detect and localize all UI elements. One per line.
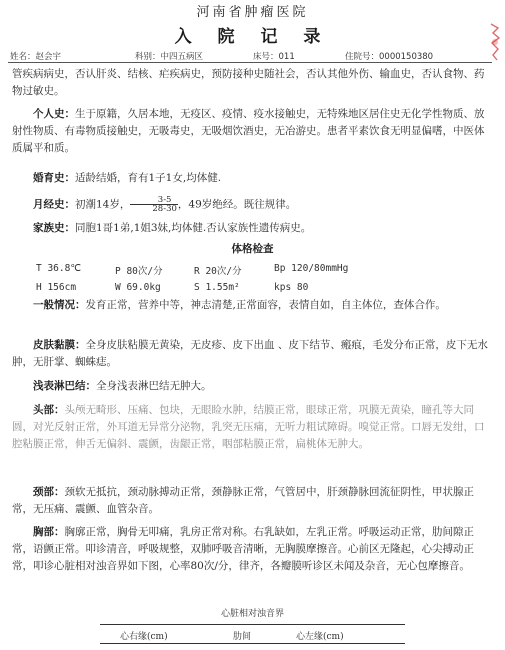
general-condition-label: 一般情况： xyxy=(33,299,86,311)
table-top-rule xyxy=(100,624,405,625)
personal-history-text: 生于原籍，久居本地，无疫区、疫情、疫水接触史，无特殊地区居住史无化学性物质、放射性物质、有毒物质接触史，无吸毒史，无吸烟饮酒史，无冶游史。患者平素饮食无明显偏嗜，中医体质属平和质。 xyxy=(12,108,485,154)
dullness-table-caption: 心脏相对浊音界 xyxy=(220,609,284,619)
chest-exam-label: 胸部： xyxy=(33,526,65,538)
neck-exam xyxy=(12,484,494,518)
exam-title: 体格检查 xyxy=(231,243,274,255)
family-history xyxy=(12,220,494,237)
marital-history xyxy=(12,170,494,187)
lymph-nodes-label: 浅表淋巴结： xyxy=(33,380,96,392)
head-exam xyxy=(12,402,494,453)
skin-mucosa xyxy=(12,337,494,371)
menstrual-history-label: 月经史： xyxy=(33,198,75,211)
table-header-rule xyxy=(100,643,405,644)
menstrual-history xyxy=(12,196,494,214)
marital-history-label: 婚育史： xyxy=(33,172,75,184)
table-header-intercostal: 肋间 xyxy=(233,632,252,642)
hospital-name: 河南省肿瘤医院 xyxy=(196,5,309,20)
general-condition-text: 发育正常，营养中等，神志清楚,正常面容，表情自如，自主体位，查体合作。 xyxy=(85,299,446,311)
personal-history-label: 个人史： xyxy=(33,108,75,120)
neck-exam-label: 颈部： xyxy=(33,486,65,498)
skin-mucosa-text: 全身皮肤粘膜无黄染，无皮疹、皮下出血 、皮下结节、瘢痕，毛发分布正常，皮下无水肿，无肝掌、蜘蛛痣。 xyxy=(12,339,488,368)
vital-height: H 156cm xyxy=(36,282,77,293)
skin-mucosa-label: 皮肤黏膜： xyxy=(33,339,86,351)
family-history-text: 同胞1哥1弟,1姐3妹,均体健.否认家族性遗传病史。 xyxy=(75,222,312,234)
chest-exam-text: 胸廓正常，胸骨无叩痛，乳房正常对称。右乳缺如，左乳正常。呼吸运动正常，肋间隙正常，语颤正常。叩诊清音，呼吸规整，双肺呼吸音清晰，无胸膜摩擦音。心前区无隆起，心尖搏动正常，叩诊心脏相对浊音界如下图，心率80次/分，律齐，各瓣膜听诊区未闻及杂音，无心包摩擦音。 xyxy=(12,526,474,572)
record-title: 入 院 记 录 xyxy=(174,27,331,47)
department: 科别：中四五病区 xyxy=(135,52,204,62)
family-history-label: 家族史： xyxy=(33,222,75,234)
neck-exam-text: 颈软无抵抗，颈动脉搏动正常，颈静脉正常，气管居中，肝颈静脉回流征阴性，甲状腺正常，无压痛、震颤、血管杂音。 xyxy=(12,486,474,515)
vital-respiration: R 20次/分 xyxy=(194,266,242,277)
marital-history-text: 适龄结婚，育有1子1女,均体健. xyxy=(75,172,222,184)
menstrual-history-after: ，49岁绝经。既往规律。 xyxy=(177,198,297,211)
vital-surface-area: S 1.55m² xyxy=(194,282,240,293)
menstrual-history-before: 初潮14岁， xyxy=(75,198,131,211)
menstrual-cycle: 28-30 xyxy=(152,204,177,214)
lymph-nodes xyxy=(12,378,494,395)
lymph-nodes-text: 全身浅表淋巴结无肿大。 xyxy=(96,380,212,392)
seal-stamp-icon xyxy=(488,22,502,62)
menstrual-fraction xyxy=(130,196,178,213)
vital-weight: W 69.0kg xyxy=(115,282,161,293)
admission-number: 住院号：0000150380 xyxy=(345,52,434,62)
table-header-left-border: 心左缘(cm) xyxy=(296,632,344,642)
patient-name: 姓名：赵会宇 xyxy=(10,52,62,62)
head-exam-label: 头部： xyxy=(33,404,65,416)
past-history-tail: 管疾病病史，否认肝炎、结核、疟疾病史，预防接种史随社会，否认其他外伤、输血史，否认食物、药物过敏史。 xyxy=(12,68,485,97)
vital-pulse: P 80次/分 xyxy=(115,266,163,277)
header-divider xyxy=(8,62,492,63)
vital-kps: kps 80 xyxy=(274,282,309,293)
table-header-right-border: 心右缘(cm) xyxy=(120,632,168,642)
vital-blood-pressure: Bp 120/80mmHg xyxy=(274,263,349,274)
personal-history xyxy=(12,106,494,157)
general-condition xyxy=(12,297,494,314)
bed-number: 床号：011 xyxy=(253,52,295,62)
head-exam-text: 头颅无畸形、压痛、包块，无眼睑水肿，结膜正常，眼球正常，巩膜无黄染，瞳孔等大同圆，对光反射正常，外耳道无异常分泌物，乳突无压痛，无听力粗试障碍。嗅觉正常。口唇无发绀，口腔粘膜正常，伸舌无偏斜、震颤，齿龈正常，咽部粘膜正常，扁桃体无肿大。 xyxy=(12,404,485,450)
vital-temperature: T 36.8℃ xyxy=(36,263,81,274)
menstrual-duration: 3-5 xyxy=(130,196,178,205)
chest-exam xyxy=(12,524,494,575)
